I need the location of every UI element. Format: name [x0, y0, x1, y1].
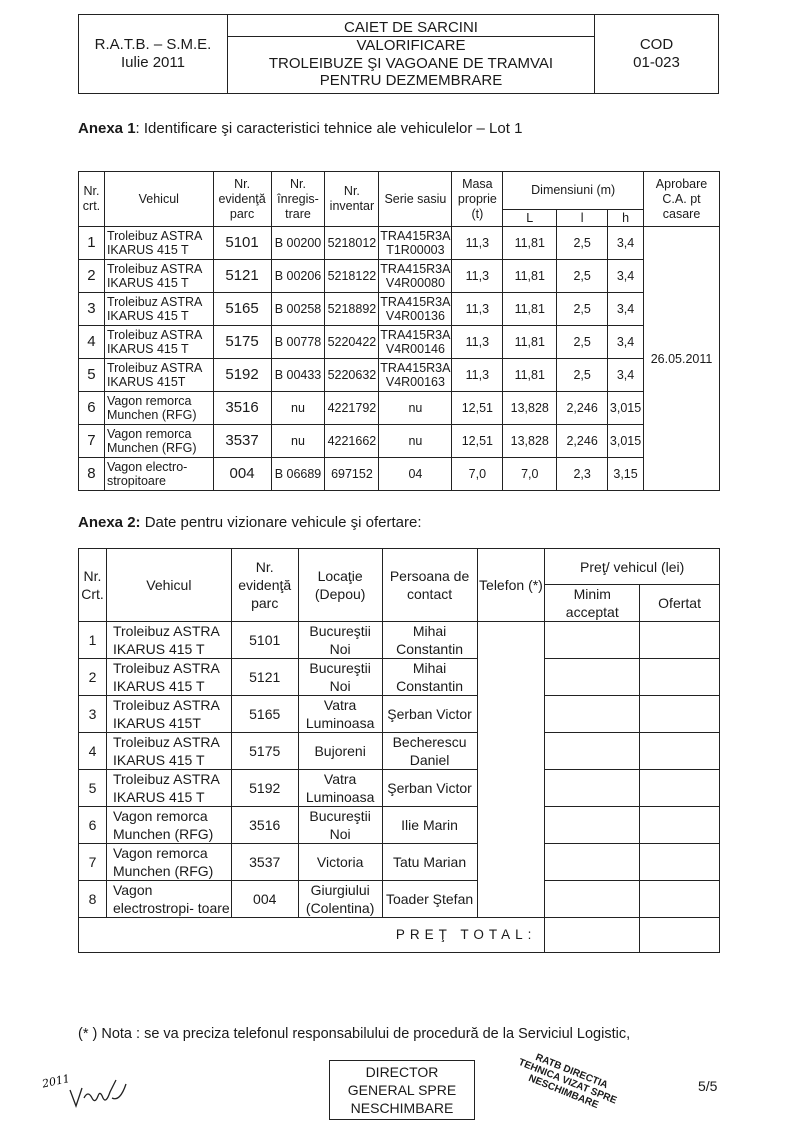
t2-row	[79, 881, 720, 918]
page-number: 5/5	[698, 1078, 718, 1094]
t1-cell-serie	[379, 359, 452, 392]
t1-vehicul-line2: IKARUS 415 T	[106, 276, 189, 290]
t1-cell-inventar	[325, 326, 379, 359]
total-price-ofertat[interactable]	[640, 918, 720, 953]
t1-cell-L	[503, 293, 557, 326]
signature-year: 2011	[40, 1071, 72, 1091]
annex2-table	[78, 548, 720, 953]
t1-serie-line1: TRA415R3A	[380, 295, 451, 309]
t1-cell-h	[608, 227, 644, 260]
t2-cell-vehicul: Troleibuz ASTRA IKARUS 415 T	[106, 770, 231, 807]
t1-masa: 11,3	[465, 269, 490, 283]
t2-cell-ofertat[interactable]	[640, 733, 720, 770]
t1-cell-nr	[79, 425, 105, 458]
t1-evidenta: 5101	[225, 234, 259, 251]
t1-cell-vehicul	[104, 425, 213, 458]
t1-L: 11,81	[514, 269, 545, 283]
t1-vehicul-line1: Troleibuz ASTRA	[106, 295, 203, 309]
t1-l: 2,3	[573, 467, 591, 481]
t1-L: 7,0	[521, 467, 539, 481]
t1-cell-nr	[79, 293, 105, 326]
t1-vehicul-line2: IKARUS 415 T	[106, 342, 189, 356]
t2-cell-vehicul: Vagon remorca Munchen (RFG)	[106, 844, 231, 881]
t1-nr: 6	[87, 399, 96, 416]
t1-row	[79, 359, 720, 392]
handwritten-signature	[40, 1062, 130, 1112]
t1-vehicul-line1: Troleibuz ASTRA	[106, 229, 203, 243]
t1-nr: 2	[87, 267, 96, 284]
t1-cell-serie	[379, 392, 452, 425]
t1-vehicul-line2: Munchen (RFG)	[106, 441, 197, 455]
t2-cell-minim-acceptat[interactable]	[545, 807, 640, 844]
t1-cell-serie	[379, 260, 452, 293]
t2-cell-evidenta: 3516	[231, 807, 298, 844]
t1-cell-L	[503, 392, 557, 425]
header-title-line-2: VALORIFICARE	[356, 37, 466, 54]
t1-cell-L	[503, 425, 557, 458]
t2-row	[79, 659, 720, 696]
footnote: (* ) Nota : se va preciza telefonul responsabilului de procedură de la Serviciul Logistic,	[78, 1026, 631, 1042]
t2-cell-ofertat[interactable]	[640, 881, 720, 918]
header-org-cell	[79, 15, 228, 94]
t2-cell-persoana: Tatu Marian	[382, 844, 477, 881]
t1-evidenta: 3537	[225, 432, 259, 449]
t1-serie-line1: TRA415R3A	[380, 262, 451, 276]
t2-cell-minim-acceptat[interactable]	[545, 659, 640, 696]
t1-cell-l	[557, 458, 608, 491]
t1-cell-vehicul	[104, 458, 213, 491]
t1-serie-line1: TRA415R3A	[380, 328, 451, 342]
t1-cell-evidenta	[213, 425, 271, 458]
t1-cell-inregistrare	[271, 425, 325, 458]
ratb-technical-stamp: RATB DIRECTIA TEHNICA VIZAT SPRE NESCHIMBARE	[516, 1052, 619, 1112]
t1-cell-evidenta	[213, 392, 271, 425]
t1-inregistrare: nu	[291, 434, 305, 448]
t2-cell-locatie: Bujoreni	[298, 733, 382, 770]
t2-cell-ofertat[interactable]	[640, 622, 720, 659]
t2-header-telefon: Telefon (*)	[477, 549, 545, 622]
t1-h: 3,015	[609, 434, 642, 448]
t1-cell-serie	[379, 458, 452, 491]
t1-cell-evidenta	[213, 260, 271, 293]
t1-vehicul-line1: Troleibuz ASTRA	[106, 328, 203, 342]
t1-header-evidenta: Nr. evidenţă parc	[213, 172, 271, 227]
t1-header-h: h	[608, 210, 644, 227]
t1-vehicul-line2: IKARUS 415 T	[106, 309, 189, 323]
t2-cell-ofertat[interactable]	[640, 659, 720, 696]
t2-cell-evidenta: 5101	[231, 622, 298, 659]
t1-nr: 4	[87, 333, 96, 350]
t1-l: 2,5	[573, 269, 591, 283]
t1-evidenta: 5121	[225, 267, 259, 284]
t2-cell-locatie: Bucureştii Noi	[298, 807, 382, 844]
t1-h: 3,015	[609, 401, 642, 415]
annex1-title-text: : Identificare şi caracteristici tehnice ale vehiculelor – Lot 1	[135, 120, 523, 137]
t1-cell-inventar	[325, 227, 379, 260]
t1-evidenta: 5175	[225, 333, 259, 350]
t1-cell-nr	[79, 260, 105, 293]
t1-cell-evidenta	[213, 293, 271, 326]
t1-serie-line2: V4R00136	[385, 309, 445, 323]
t1-vehicul-line1: Vagon remorca	[106, 394, 192, 408]
t1-header-masa: Masa proprie (t)	[452, 172, 503, 227]
t2-header-minim: Minim acceptat	[545, 585, 640, 622]
t1-cell-L	[503, 326, 557, 359]
t2-cell-nr: 8	[79, 881, 107, 918]
t2-cell-vehicul: Troleibuz ASTRA IKARUS 415T	[106, 696, 231, 733]
t1-cell-inventar	[325, 359, 379, 392]
t1-row	[79, 425, 720, 458]
t1-masa: 11,3	[465, 335, 490, 349]
t1-masa: 7,0	[468, 467, 487, 481]
t1-cell-vehicul	[104, 293, 213, 326]
t1-inregistrare: B 00200	[274, 236, 322, 250]
t1-cell-inregistrare	[271, 392, 325, 425]
t1-l: 2,246	[566, 434, 598, 448]
t2-cell-locatie: Vatra Luminoasa	[298, 770, 382, 807]
t2-telefon-cell[interactable]	[477, 622, 545, 918]
t1-l: 2,5	[573, 335, 591, 349]
t2-cell-locatie: Bucureştii Noi	[298, 622, 382, 659]
t1-vehicul-line2: IKARUS 415 T	[106, 243, 189, 257]
t1-cell-masa	[452, 227, 503, 260]
t1-cell-serie	[379, 293, 452, 326]
t2-cell-locatie: Victoria	[298, 844, 382, 881]
t1-vehicul-line2: IKARUS 415T	[106, 375, 186, 389]
t1-inventar: 4221662	[327, 434, 377, 448]
annex2-title-bold: Anexa 2:	[78, 514, 141, 531]
t1-evidenta: 5165	[225, 300, 259, 317]
header-title-cell	[228, 15, 595, 94]
t1-serie-line2: V4R00163	[385, 375, 445, 389]
t1-cell-inventar	[325, 293, 379, 326]
t1-vehicul-line1: Troleibuz ASTRA	[106, 262, 203, 276]
t1-cell-serie	[379, 425, 452, 458]
t1-l: 2,246	[566, 401, 598, 415]
t1-inregistrare: nu	[291, 401, 305, 415]
annex2-title	[78, 514, 422, 531]
t1-cell-evidenta	[213, 359, 271, 392]
t1-cell-inregistrare	[271, 293, 325, 326]
t1-cell-L	[503, 458, 557, 491]
t1-cell-l	[557, 326, 608, 359]
t2-cell-vehicul: Troleibuz ASTRA IKARUS 415 T	[106, 733, 231, 770]
header-title-line-4: PENTRU DEZMEMBRARE	[319, 72, 503, 89]
t1-cell-l	[557, 260, 608, 293]
t1-masa: 11,3	[465, 368, 490, 382]
t2-header-locatie: Locaţie (Depou)	[298, 549, 382, 622]
t2-row	[79, 622, 720, 659]
t1-cell-masa	[452, 392, 503, 425]
t1-cell-vehicul	[104, 392, 213, 425]
total-price-minim[interactable]	[545, 918, 640, 953]
t1-cell-h	[608, 326, 644, 359]
t2-row	[79, 807, 720, 844]
t1-inregistrare: B 00258	[274, 302, 322, 316]
t2-cell-ofertat[interactable]	[640, 807, 720, 844]
t1-serie-line1: TRA415R3A	[380, 229, 451, 243]
t2-cell-ofertat[interactable]	[640, 696, 720, 733]
t1-inregistrare: B 06689	[274, 467, 322, 481]
t1-inregistrare: B 00206	[274, 269, 322, 283]
t1-h: 3,4	[616, 236, 635, 250]
t1-cell-l	[557, 293, 608, 326]
t1-vehicul-line1: Vagon remorca	[106, 427, 192, 441]
t2-cell-vehicul: Vagon electrostropi- toare	[106, 881, 231, 918]
t1-cell-masa	[452, 293, 503, 326]
t2-cell-minim-acceptat[interactable]	[545, 770, 640, 807]
t1-nr: 1	[87, 234, 96, 251]
t1-cell-masa	[452, 458, 503, 491]
t1-row	[79, 227, 720, 260]
t2-cell-locatie: Bucureştii Noi	[298, 659, 382, 696]
t1-h: 3,4	[616, 302, 635, 316]
t1-cell-h	[608, 260, 644, 293]
t1-header-L: L	[503, 210, 557, 227]
t2-cell-persoana: Toader Ştefan	[382, 881, 477, 918]
t2-cell-minim-acceptat[interactable]	[545, 733, 640, 770]
t1-masa: 11,3	[465, 236, 490, 250]
t2-cell-nr: 4	[79, 733, 107, 770]
t1-L: 13,828	[510, 434, 549, 448]
header-cod-value: 01-023	[633, 54, 680, 71]
t2-header-persoana: Persoana de contact	[382, 549, 477, 622]
t1-cell-inventar	[325, 260, 379, 293]
t1-L: 11,81	[514, 368, 545, 382]
t2-cell-minim-acceptat[interactable]	[545, 844, 640, 881]
annex2-title-text: Date pentru vizionare vehicule şi ofertare:	[140, 514, 422, 531]
t1-serie-line1: 04	[408, 467, 423, 481]
t2-cell-nr: 1	[79, 622, 107, 659]
t1-serie-line2: V4R00080	[385, 276, 445, 290]
director-general-stamp: DIRECTOR GENERAL SPRE NESCHIMBARE	[329, 1060, 475, 1120]
header-title-line-3: TROLEIBUZE ŞI VAGOANE DE TRAMVAI	[268, 54, 554, 72]
t1-cell-vehicul	[104, 359, 213, 392]
t1-vehicul-line2: stropitoare	[106, 474, 166, 488]
t1-approval-date	[644, 227, 720, 491]
t1-cell-inventar	[325, 392, 379, 425]
t1-header-nr: Nr. crt.	[79, 172, 105, 227]
annex1-title-bold: Anexa 1	[78, 120, 136, 137]
t1-serie-line1: nu	[408, 434, 423, 448]
t1-cell-inregistrare	[271, 260, 325, 293]
t1-cell-serie	[379, 326, 452, 359]
t1-cell-h	[608, 425, 644, 458]
t1-cell-serie	[379, 227, 452, 260]
t1-inregistrare: B 00778	[274, 335, 322, 349]
t2-cell-evidenta: 3537	[231, 844, 298, 881]
t1-cell-vehicul	[104, 260, 213, 293]
t1-inventar: 5220422	[327, 335, 377, 349]
t1-header-aprobare: Aprobare C.A. pt casare	[644, 172, 720, 227]
t1-cell-masa	[452, 260, 503, 293]
t1-inventar: 5218122	[327, 269, 377, 283]
t2-cell-nr: 7	[79, 844, 107, 881]
t1-row	[79, 326, 720, 359]
t2-cell-vehicul: Vagon remorca Munchen (RFG)	[106, 807, 231, 844]
t1-cell-masa	[452, 326, 503, 359]
t1-cell-vehicul	[104, 227, 213, 260]
t1-cell-evidenta	[213, 326, 271, 359]
t1-header-inventar: Nr. inventar	[325, 172, 379, 227]
t1-row	[79, 458, 720, 491]
annex1-table	[78, 171, 720, 491]
t1-cell-vehicul	[104, 326, 213, 359]
t1-inventar: 697152	[331, 467, 373, 481]
t1-L: 13,828	[510, 401, 549, 415]
header-cod-cell	[595, 15, 719, 94]
t1-masa: 12,51	[461, 401, 493, 415]
t1-vehicul-line1: Troleibuz ASTRA	[106, 361, 203, 375]
t1-h: 3,4	[616, 269, 635, 283]
t2-cell-evidenta: 5121	[231, 659, 298, 696]
header-date: Iulie 2011	[121, 54, 185, 71]
t1-serie-line1: nu	[408, 401, 423, 415]
document-header	[78, 14, 719, 94]
t1-nr: 5	[87, 366, 96, 383]
t1-serie-line2: V4R00146	[385, 342, 445, 356]
t1-h: 3,15	[613, 467, 638, 481]
t1-cell-nr	[79, 392, 105, 425]
t1-masa: 12,51	[461, 434, 493, 448]
t1-L: 11,81	[514, 302, 545, 316]
annex1-title	[78, 120, 522, 137]
t1-l: 2,5	[573, 236, 591, 250]
total-price-label: PREŢ TOTAL:	[79, 918, 545, 953]
t1-cell-l	[557, 392, 608, 425]
t1-serie-line2: T1R00003	[386, 243, 445, 257]
t1-inventar: 5218012	[327, 236, 377, 250]
t2-cell-evidenta: 5165	[231, 696, 298, 733]
t1-cell-nr	[79, 458, 105, 491]
t1-header-dimensiuni: Dimensiuni (m)	[503, 172, 644, 210]
t1-header-inregistrare: Nr. înregis- trare	[271, 172, 325, 227]
t1-row	[79, 392, 720, 425]
t1-header-l: l	[557, 210, 608, 227]
t1-cell-evidenta	[213, 458, 271, 491]
t2-cell-persoana: Ilie Marin	[382, 807, 477, 844]
t1-inventar: 5218892	[327, 302, 377, 316]
t1-cell-h	[608, 458, 644, 491]
t2-cell-locatie: Giurgiului (Colentina)	[298, 881, 382, 918]
t2-cell-ofertat[interactable]	[640, 844, 720, 881]
t2-cell-minim-acceptat[interactable]	[545, 696, 640, 733]
t1-inventar: 5220632	[327, 368, 377, 382]
t1-cell-l	[557, 359, 608, 392]
t1-cell-inregistrare	[271, 359, 325, 392]
t1-evidenta: 004	[229, 465, 255, 482]
t2-header-pret: Preţ/ vehicul (lei)	[545, 549, 720, 585]
t1-inventar: 4221792	[327, 401, 377, 415]
t1-vehicul-line1: Vagon electro-	[106, 460, 188, 474]
t1-cell-masa	[452, 359, 503, 392]
t2-row	[79, 696, 720, 733]
t2-cell-persoana: Şerban Victor	[382, 696, 477, 733]
t2-cell-ofertat[interactable]	[640, 770, 720, 807]
t2-cell-persoana: Becherescu Daniel	[382, 733, 477, 770]
t1-nr: 3	[87, 300, 96, 317]
t2-cell-vehicul: Troleibuz ASTRA IKARUS 415 T	[106, 622, 231, 659]
approval-date: 26.05.2011	[650, 351, 713, 366]
t1-evidenta: 3516	[225, 399, 259, 416]
t1-nr: 8	[87, 465, 96, 482]
t1-cell-inventar	[325, 458, 379, 491]
t1-h: 3,4	[616, 335, 635, 349]
t2-cell-nr: 3	[79, 696, 107, 733]
t1-L: 11,81	[514, 236, 545, 250]
t1-cell-nr	[79, 227, 105, 260]
t1-cell-l	[557, 425, 608, 458]
t1-h: 3,4	[616, 368, 635, 382]
t1-cell-inregistrare	[271, 458, 325, 491]
t1-cell-h	[608, 359, 644, 392]
t2-header-nr: Nr. Crt.	[79, 549, 107, 622]
t1-cell-nr	[79, 359, 105, 392]
t2-cell-evidenta: 004	[231, 881, 298, 918]
t2-cell-locatie: Vatra Luminoasa	[298, 696, 382, 733]
t1-cell-L	[503, 227, 557, 260]
t2-cell-persoana: Şerban Victor	[382, 770, 477, 807]
signature-drawing	[40, 1062, 130, 1112]
t2-row	[79, 844, 720, 881]
t1-cell-L	[503, 359, 557, 392]
t2-cell-persoana: Mihai Constantin	[382, 659, 477, 696]
t1-cell-l	[557, 227, 608, 260]
t1-masa: 11,3	[465, 302, 490, 316]
t2-cell-minim-acceptat[interactable]	[545, 622, 640, 659]
t1-serie-line1: TRA415R3A	[380, 361, 451, 375]
t1-row	[79, 260, 720, 293]
t2-row	[79, 733, 720, 770]
header-title-line-1: CAIET DE SARCINI	[228, 19, 594, 38]
t1-cell-nr	[79, 326, 105, 359]
t2-cell-nr: 5	[79, 770, 107, 807]
t1-l: 2,5	[573, 302, 591, 316]
t1-cell-h	[608, 392, 644, 425]
t1-l: 2,5	[573, 368, 591, 382]
t1-cell-evidenta	[213, 227, 271, 260]
t2-cell-minim-acceptat[interactable]	[545, 881, 640, 918]
t1-header-vehicul: Vehicul	[104, 172, 213, 227]
t1-vehicul-line2: Munchen (RFG)	[106, 408, 197, 422]
t2-header-ofertat: Ofertat	[640, 585, 720, 622]
t1-cell-inregistrare	[271, 227, 325, 260]
t2-cell-vehicul: Troleibuz ASTRA IKARUS 415 T	[106, 659, 231, 696]
t2-cell-evidenta: 5192	[231, 770, 298, 807]
t1-cell-inventar	[325, 425, 379, 458]
t1-header-serie: Serie sasiu	[379, 172, 452, 227]
t1-evidenta: 5192	[225, 366, 259, 383]
t2-cell-evidenta: 5175	[231, 733, 298, 770]
t2-cell-nr: 2	[79, 659, 107, 696]
t2-row	[79, 770, 720, 807]
t2-header-vehicul: Vehicul	[106, 549, 231, 622]
header-org: R.A.T.B. – S.M.E.	[94, 36, 212, 53]
t1-L: 11,81	[514, 335, 545, 349]
t1-cell-h	[608, 293, 644, 326]
t1-nr: 7	[87, 432, 96, 449]
t2-cell-persoana: Mihai Constantin	[382, 622, 477, 659]
t1-row	[79, 293, 720, 326]
t2-header-evidenta: Nr. evidenţă parc	[231, 549, 298, 622]
t1-cell-inregistrare	[271, 326, 325, 359]
header-cod-label: COD	[639, 36, 674, 53]
t1-cell-L	[503, 260, 557, 293]
t1-inregistrare: B 00433	[274, 368, 322, 382]
t1-cell-masa	[452, 425, 503, 458]
t2-cell-nr: 6	[79, 807, 107, 844]
